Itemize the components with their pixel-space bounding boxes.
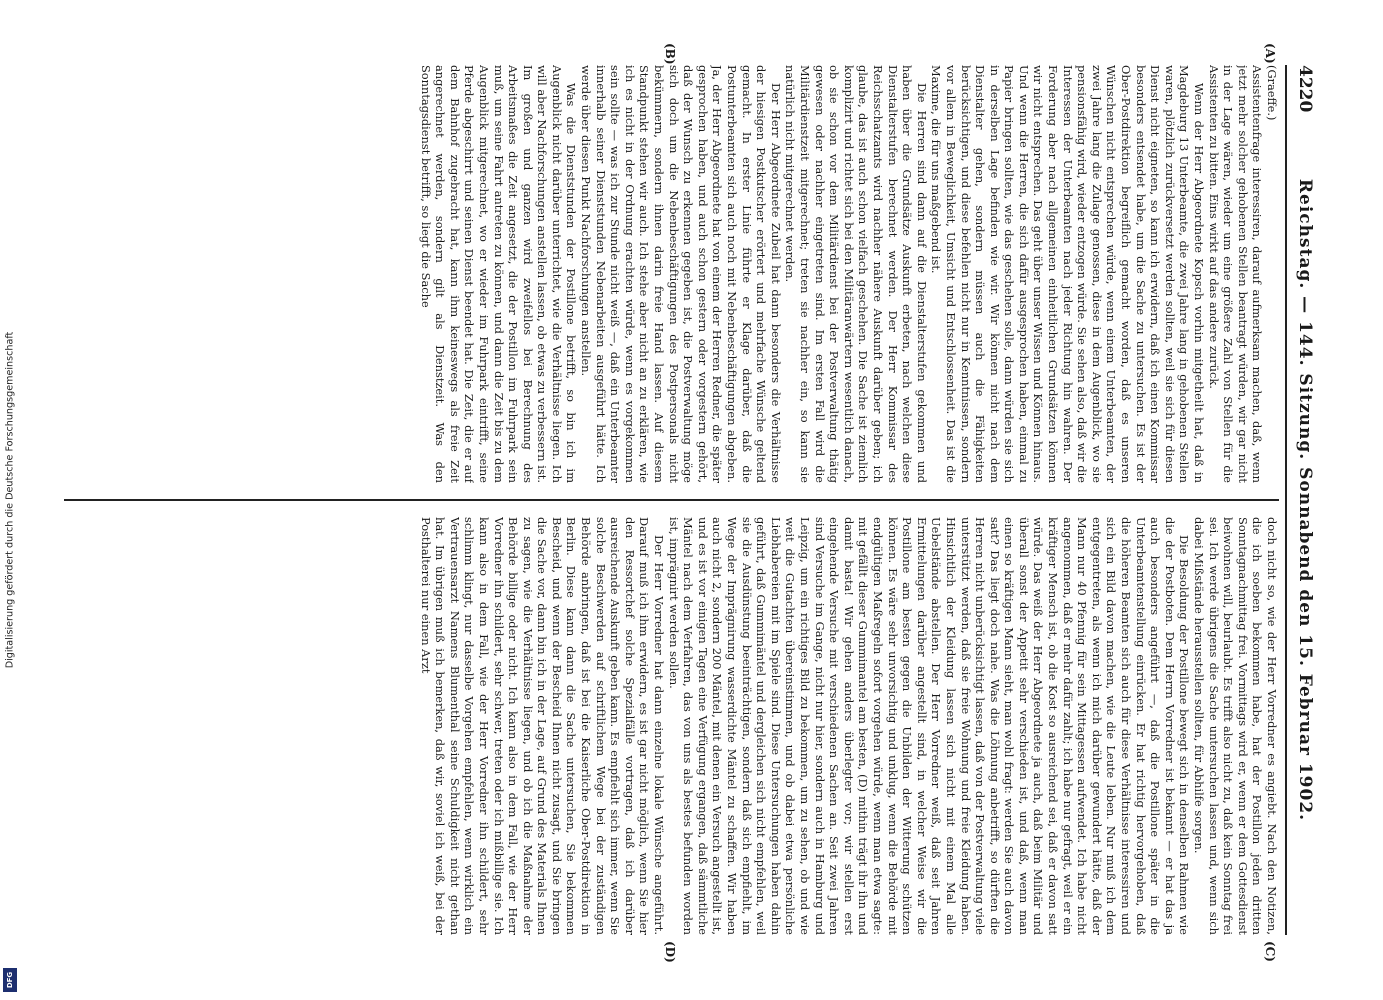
dfg-logo <box>3 968 17 992</box>
paragraph: (Graeffe.) <box>1264 65 1279 121</box>
paragraph: Der Herr Vorredner hat dann einzelne lokale Wünsche angeführt. Darauf muß ich ihm erwidern, es ist gar nicht möglich, wenn Sie hier den Ressortchef solche Spezialfälle vortragen, daß ich darüber ausreichende Auskunft geben kann. Es empfiehlt sich immer, wenn Sie solche Beschwerden auf schriftlichem Wege bei der zuständigen Behörde anbringen, daß ist bei die Kaiserliche Ober-Postdirektion in Berlin. Diese kann dann die Sache untersuchen, Sie bekommen Bescheid, und wenn der Bescheid Ihnen nicht zusagt, und Sie bringen die Sache vor, dann bin ich in der Lage, auf Grund des Materials Ihnen zu sagen, wie die Verhältnisse liegen, und ob ich die Maßnahme der Behörde billige oder nicht. Ich kann also in dem Fall, wie der Herr Vorredner ihn schildert, sehr schwer, treten oder ich mißbillige sie. Ich kann also in dem Fall, wie der Herr Vorredner ihn schildert, sehr schlimm klingt, nur dasselbe Vorgehen empfehlen, wenn wirklich ein Vertrauensarzt Namens Blumenthal seine Schuldigkeit nicht gethan hat. Im übrigen muß ich bemerken, daß wir, soviel ich weiß, bei der Posthalterei nur einen Arzt <box>418 517 666 935</box>
paragraph: Wenn der Herr Abgeordnete Kopsch vorhin mitgetheilt hat, daß in Magdeburg 13 Unterbeamte, die zwei Jahre lang in gehobenen Stellen waren, plötzlich zurückversetzt werden sollten, weil sie sich für diesen Dienst nicht eigneten, so kann ich erwidern, daß ich einen Kommissar besonders entsendet habe, um die Sache zu untersuchen. Es ist der Ober-Postdirektion begreiflich gemacht worden, daß es unseren Wünschen nicht entsprechen würde, wenn einem Unterbeamten, der zwei Jahre lang die Zulage genossen, diese in dem Augenblick, wo sie pensionsfähig wird, wieder entzogen würde. Sie sehen also, daß wir die Interessen der Unterbeamten nach jeder Richtung hin wahren. Der Forderung aber nach allgemeinen einheitlichen Grundsätzen können wir nicht entsprechen. Das geht über unser Wissen und Können hinaus. Und wenn die Herren, die sich dafür ausgesprochen haben, einmal zu Papier bringen sollten, wie das geschehen solle, dann würden sie sich in derselben Lage befinden wie wir. Wir können nicht nach dem Dienstalter gehen, sondern müssen auch die Fähigkeiten berücksichtigen, und diese befehlen nicht nur in Kenntnissen, sondern vor allem in Beweglichkeit, Umsicht und Entschlossenheit. Das ist die Maxime, die für uns maßgebend ist. <box>928 65 1206 483</box>
header-rule <box>1285 65 1287 935</box>
right-column <box>64 517 1279 935</box>
page-number: 4220 <box>1294 65 1315 113</box>
dfg-logo-text: DFG <box>6 971 14 989</box>
margin-marker-b: (B) <box>662 43 677 65</box>
scanned-page <box>47 35 1337 965</box>
paragraph: Die Herren sind dann auf die Dienstalterstufen gekommen und haben über die Grundsätze Auskunft erbeten, nach welchen diese Dienstalterstufen berechnet werden. Der Herr Kommissar des Reichsschatzamts wird nachher nähere Auskunft darüber geben; ich glaube, das ist auch schon vielfach geschehen. Die Sache ist ziemlich komplizirt und richtet sich bei den Militäranwärtern wesentlich danach, ob sie schon vor dem Militärdienst bei der Postverwaltung thätig gewesen oder nachher eingetreten sind. Im ersten Fall wird die Militärdienstzeit mitgerechnet; treten sie nachher ein, so kann sie natürlich nicht mitgerechnet werden. <box>782 65 929 483</box>
margin-marker-c: (C) <box>1262 941 1277 962</box>
page-title: Reichstag. — 144. Sitzung. Sonnabend den 15. Februar 1902. <box>1294 178 1315 822</box>
paragraph: Assistentenfrage interessiren, darauf aufmerksam machen, daß, wenn jetzt mehr solcher gehobenen Stellen beantragt würden, wir gar nicht in der Lage wären, wieder um eine größere Zahl von Stellen für die Assistenten zu bitten. Eins wirkt auf das andere zurück. <box>1206 65 1264 483</box>
paragraph: Der Herr Abgeordnete Zubeil hat dann besonders die Verhältnisse der hiesigen Postkutscher erörtert und mehrfache Wünsche geltend gemacht. In erster Linie führte er Klage darüber, daß die Postunterbeamten sich auch noch mit Nebenbeschäftigungen abgeben. Ja, der Herr Abgeordnete hat von einem der Herren Redner, die später gesprochen haben, und auch schon gestern oder vorgestern gehört, daß der Wunsch zu erkennen gegeben ist, die Postverwaltung möge sich doch um die Nebenbeschäftigungen des Postpersonals nicht bekümmern, sondern ihnen darin freie Hand lassen. Auf diesem Standpunkt stehen wir auch. Ich stehe aber nicht an zu erklären, wie ich es nicht in der Ordnung erachten würde, wenn es vorgekommen sein sollte — was ich zur Stunde nicht weiß —, daß ein Unterbeamter innerhalb seiner Dienststunden Nebenarbeiten ausgeführt hätte. Ich werde über diesen Punkt Nachforschungen anstellen. <box>578 65 783 483</box>
margin-marker-d: (D) <box>662 941 677 963</box>
digitization-credit: Digitalisierung gefördert durch die Deutsche Forschungsgemeinschaft <box>4 331 16 669</box>
margin-marker-a: (A) <box>1262 43 1277 64</box>
column-divider <box>64 499 1279 501</box>
left-column <box>64 65 1279 483</box>
sidebar <box>0 0 20 1000</box>
paragraph: doch nicht so, wie der Herr Vorredner es angiebt. Nach den Notizen, die ich soeben bekommen habe, hat der Postillon jeden dritten Sonntagnachmittag frei. Vormittags wird er, wenn er dem Gottesdienst beiwohnen will, beurlaubt. Es trifft also nicht zu, daß kein Sonntag frei sei. Ich werde übrigens die Sache untersuchen lassen und, wenn sich dabei Mißstände herausstellen sollten, für Abhilfe sorgen. <box>1191 517 1279 935</box>
running-header <box>1287 65 1321 935</box>
paragraph: Die Besoldung der Postillone bewegt sich in denselben Rahmen wie die der Postboten. Dem Herrn Vorredner ist bekannt — er hat das ja auch besonders angeführt —, daß die Postillone später in die Unterbeamtenstellung einrücken. Er hat richtig hervorgehoben, daß die höheren Beamten sich auch für diese Verhältnisse interessiren und sich ein Bild davon machen, wie die Leute leben. Nur muß ich dem entgegentreten, als wenn ich mich darüber gewundert hätte, daß der Mann nur 40 Pfennig für sein Mittagessen aufwendet. Ich habe nicht angenommen, daß er mehr dafür zahlt; ich habe nur gefragt, weil er ein kräftiger Mensch ist, ob die Kost so ausreichend sei, daß er davon satt würde. Das weiß der Herr Abgeordnete ja auch, daß beim Militär und überall sonst der Appetit sehr verschieden ist, und daß, wenn man einen so kräftigen Mann sieht, man wohl fragt: werden Sie auch davon satt? Das liegt doch nahe. Was die Löhnung anbetrifft, so dürften die Herren nicht unberücksichtigt lassen, daß von der Postverwaltung viele unterstützt werden, daß sie freie Wohnung und freie Kleidung haben. Hinsichtlich der Kleidung lassen sich nicht mit einem Mal alle Uebelstände abstellen. Der Herr Vorredner weiß, daß seit Jahren Ermittelungen darüber angestellt sind, in welcher Weise wir die Postillone am besten gegen die Unbilden der Witterung schützen können. Es wäre sehr unvorsichtig und unklug, wenn die Behörde mit endgültigen Maßregeln sofort vorgehen würde, wenn man etwa sagte: mit gefällt dieser Gummimantel am besten, (D) mithin trägt ihr ihn und damit basta! Wir gehen anders überlegter vor; wir stellen erst eingehende Versuche mit verschiedenen Sachen an. Seit zwei Jahren sind Versuche im Gange, nicht nur hier, sondern auch in Hamburg und Leipzig, um ein richtiges Bild zu bekommen, um zu sehen, ob und wie weit die Gutachten übereinstimmen, und ob dabei etwa persönliche Liebhabereien mit im Spiele sind. Diese Untersuchungen haben dahin geführt, daß Gummimäntel und dergleichen sich nicht empfehlen, weil sie die Ausdünstung beeinträchtigen, sondern daß sich empfiehlt, im Wege der Imprägnirung wasserdichte Mäntel zu schaffen. Wir haben auch nicht 2, sondern 200 Mäntel, mit denen ein Versuch angestellt ist, und es ist vor einigen Tagen eine Verfügung ergangen, daß sämmtliche Mäntel nach dem Verfahren, das von uns als bestes befunden worden ist, imprägnirt werden sollen. <box>666 517 1191 935</box>
paragraph: Was die Dienststunden der Postillone betrifft, so bin ich im Augenblick nicht darüber unterrichtet, wie die Verhältnisse liegen. Ich will aber Nachforschungen anstellen lassen, ob etwas zu verbessern ist. Im großen und ganzen wird zweifellos bei Berechnung des Arbeitsmaßes die Zeit angesetzt, die der Postillon im Fuhrpark sein muß, um seine Fahrt antreten zu können, und dann die Zeit bis zu dem Augenblick mitgerechnet, wo er wieder im Fuhrpark eintrifft, seine Pferde abgeschirrt und seinen Dienst beendet hat. Die Zeit, die er auf dem Bahnhof zugebracht hat, kann ihm keineswegs als freie Zeit angerechnet werden, sondern gilt als Dienstzeit. Was den Sonntagsdienst betrifft, so liegt die Sache <box>418 65 578 483</box>
